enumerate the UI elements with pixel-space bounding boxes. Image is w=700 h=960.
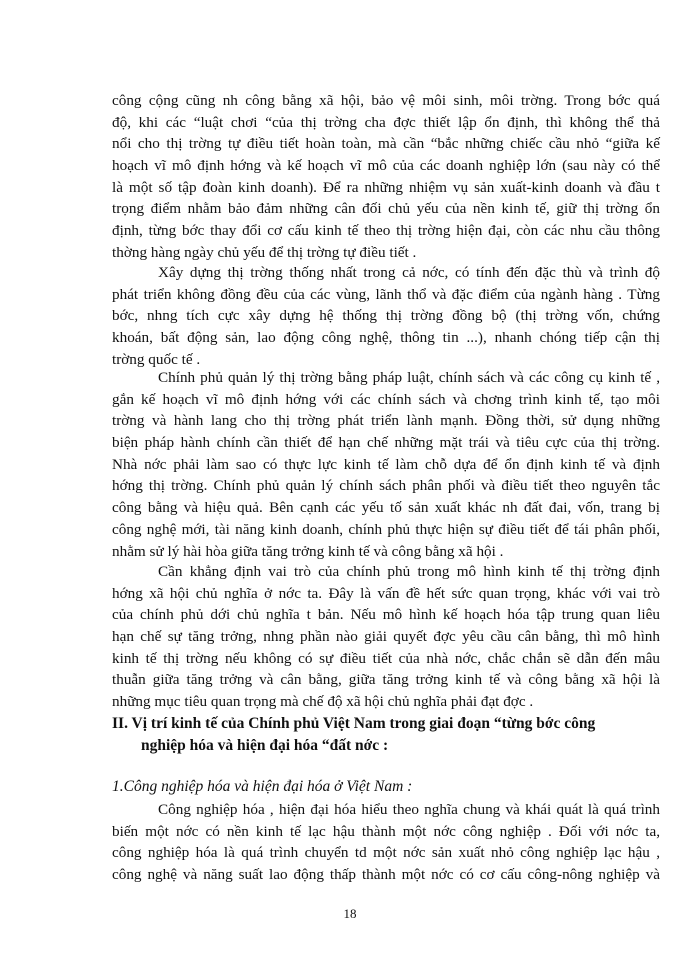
text-line: Cần khẳng định vai trò của chính phủ trong mô hình kinh tế thị trờng định [158,563,660,580]
text-line: trờng và hành lang cho thị trờng phát triển lành mạnh. Đồng thời, sử dụng những [112,412,660,430]
text-line: biện pháp hành chính cần thiết để hạn chế những mặt trái và tiêu cực của thị trờng. [112,434,660,452]
paragraph-2 [112,262,660,370]
section-heading-line: nghiệp hóa và hiện đại hóa “đất nớc : [141,737,389,754]
text-line: biến một nớc có nền kinh tế lạc hậu thành một nớc công nghiệp . Đối với nớc ta, [112,822,660,840]
text-line: những mục tiêu quan trọng mà chế độ xã hội chủ nghĩa phải đạt đợc . [112,693,534,711]
text-line: trờng quốc tế . [112,350,201,368]
text-line: hạn chế sự tăng trởng, nhng phần nào giải quyết đợc yêu cầu cân bằng, thì mô hình [112,628,660,646]
text-line: công nghiệp hóa là quá trình chuyển td một nớc sản xuất nhỏ công nghiệp lạc hậu , [112,844,660,862]
section-heading-line: II. Vị trí kinh tế của Chính phủ Việt Nam trong giai đoạn “từng bớc công [112,715,596,732]
text-line: công cộng cũng nh công bằng xã hội, bảo vệ môi sinh, môi trờng. Trong bớc quá [112,92,660,109]
text-line: Chính phủ quản lý thị trờng bằng pháp luật, chính sách và các công cụ kinh tế , [158,369,660,386]
text-line: là một số tập đoàn kinh doanh). Để ra những nhiệm vụ sản xuất-kinh doanh và đầu t [112,178,660,196]
paragraph-5 [112,799,660,886]
text-line: nhằm sử lý hài hòa giữa tăng trởng kinh tế và công bằng xã hội . [112,542,504,560]
text-line: nổi cho thị trờng tự điều tiết hoàn toàn, mà cần “bắc những chiếc cầu nhỏ “giữa kế [112,135,660,153]
text-line: hớng xã hội chủ nghĩa ở nớc ta. Đây là vấn đề hết sức quan trọng, khác với vai trò [112,584,660,602]
text-line: Công nghiệp hóa , hiện đại hóa hiểu theo nghĩa chung và khái quát là quá trình [158,801,660,818]
text-line: phát triển không đồng đều của các vùng, lãnh thổ và đặc điểm của ngành hàng . Từng [112,285,660,303]
text-line: độ, khi các “luật chơi “của thị trờng cha đợc thiết lập ổn định, thì không thể thả [112,113,660,131]
text-line: Nhà nớc phải làm sao có thực lực kinh tế làm chỗ dựa để ổn định kinh tế và định [112,455,660,473]
text-line: của chính phủ dới chủ nghĩa t bản. Nếu mô hình kế hoạch hóa tập trung quan liêu [112,606,660,624]
subsection-heading: 1.Công nghiệp hóa và hiện đại hóa ở Việt Nam : [112,778,413,795]
text-line: công nghệ và năng suất lao động thấp thành một nớc có cơ cấu công-nông nghiệp và [112,866,660,884]
text-line: gắn kế hoạch vĩ mô định hớng với các chính sách và chơng trình kinh tế, tạo môi [112,390,660,408]
text-line: Xây dựng thị trờng thống nhất trong cả nớc, có tính đến đặc thù và trình độ [158,264,660,281]
paragraph-3 [112,367,660,562]
text-line: bớc, nhng tích cực xây dựng hệ thống thị trờng đồng bộ (thị trờng vốn, chứng [112,307,660,325]
text-line: hoạch vĩ mô định hớng và kế hoạch vĩ mô của các doanh nghiệp lớn (sau này có thể [112,157,660,175]
paragraph-1 [112,90,660,264]
text-line: thuẫn giữa tăng trởng và cân bằng, giữa tăng trởng kinh tế và công bằng xã hội là [112,671,660,689]
text-line: khoán, bất động sản, lao động công nghệ, thông tin ...), nhanh chóng tiếp cận thị [112,329,660,347]
section-heading [112,713,672,757]
text-line: thờng hàng ngày chủ yếu để thị trờng tự điều tiết . [112,243,417,261]
text-line: trọng điểm nhằm bảo đảm những cân đối chủ yếu của nền kinh tế, giữ thị trờng ổn [112,200,660,218]
paragraph-4 [112,561,660,713]
text-line: công nghệ mới, tài năng kinh doanh, chính phủ thực hiện sự điều tiết để tái phân phối, [112,520,660,538]
page-number: 18 [343,906,357,921]
text-line: công bằng và hiệu quả. Bên cạnh các yếu tố sản xuất khác nh đất đai, vốn, trang bị [112,499,660,517]
text-line: định, từng bớc thay đổi cơ cấu kinh tế theo thị trờng hiện đại, còn các nhu cầu thông [112,222,660,240]
text-line: kinh tế thị trờng nếu không có sự điều tiết của nhà nớc, chắc chắn sẽ dẫn đến mâu [112,649,660,667]
text-line: hớng thị trờng. Chính phủ quản lý chính sách phân phối và điều tiết theo nguyên tắc [112,477,660,495]
